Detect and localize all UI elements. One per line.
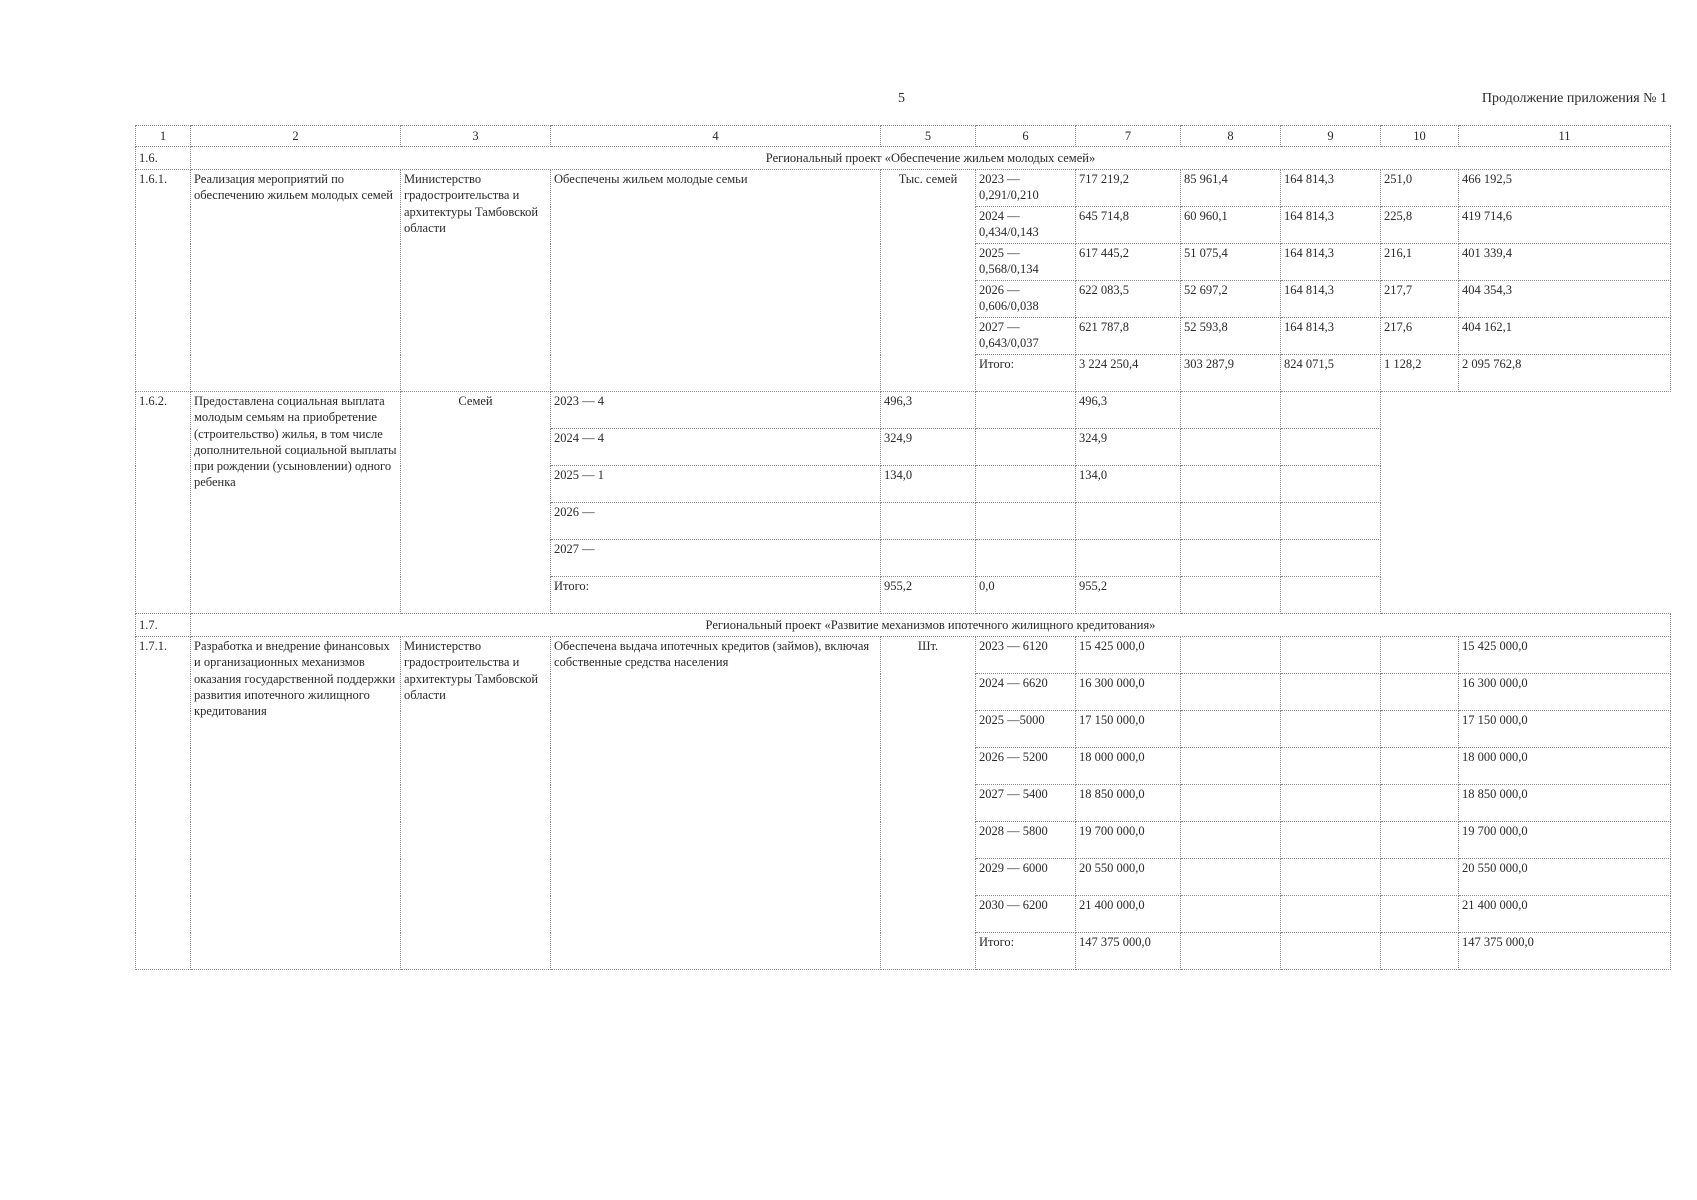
amount-cell: 3 224 250,4: [1076, 355, 1181, 392]
section-1-7: [136, 614, 1671, 637]
table-row: [136, 392, 1671, 429]
amount-cell: [1281, 540, 1381, 577]
amount-cell: [1076, 503, 1181, 540]
amount-cell: [1281, 859, 1381, 896]
amount-cell: [1281, 392, 1381, 429]
year-target-cell: 2023 — 4: [551, 392, 881, 429]
amount-cell: [1281, 674, 1381, 711]
year-target-cell: 2025 —5000: [976, 711, 1076, 748]
amount-cell: [1181, 392, 1281, 429]
amount-cell: [881, 540, 976, 577]
amount-cell: 134,0: [1076, 466, 1181, 503]
year-target-cell: 2026 —: [551, 503, 881, 540]
item-1-6-2-group: [136, 392, 1671, 614]
amount-cell: 164 814,3: [1281, 281, 1381, 318]
amount-cell: [1381, 637, 1459, 674]
year-target-cell: 2030 — 6200: [976, 896, 1076, 933]
amount-cell: [976, 466, 1076, 503]
year-target-cell: 2025 — 1: [551, 466, 881, 503]
amount-cell: 18 850 000,0: [1459, 785, 1671, 822]
amount-cell: 134,0: [881, 466, 976, 503]
amount-cell: 324,9: [1076, 429, 1181, 466]
amount-cell: [1181, 637, 1281, 674]
year-target-cell: 2025 — 0,568/0,134: [976, 244, 1076, 281]
year-target-cell: 2027 — 5400: [976, 785, 1076, 822]
item-1-7-1-group: [136, 637, 1671, 970]
section-title: Региональный проект «Развитие механизмов ипотечного жилищного кредитования»: [191, 614, 1671, 637]
amount-cell: 19 700 000,0: [1459, 822, 1671, 859]
year-target-cell: Итого:: [551, 577, 881, 614]
amount-cell: [1381, 674, 1459, 711]
column-number: 11: [1459, 126, 1671, 147]
item-number: 1.7.1.: [136, 637, 191, 970]
year-target-cell: 2024 — 0,434/0,143: [976, 207, 1076, 244]
amount-cell: 20 550 000,0: [1076, 859, 1181, 896]
amount-cell: 717 219,2: [1076, 170, 1181, 207]
amount-cell: [1281, 503, 1381, 540]
amount-cell: 404 354,3: [1459, 281, 1671, 318]
amount-cell: 15 425 000,0: [1076, 637, 1181, 674]
amount-cell: 52 697,2: [1181, 281, 1281, 318]
amount-cell: 466 192,5: [1459, 170, 1671, 207]
amount-cell: [1181, 785, 1281, 822]
amount-cell: 496,3: [881, 392, 976, 429]
event-name: Разработка и внедрение финансовых и организационных механизмов оказания государственной поддержки развития ипотечного жилищного кредитования: [191, 637, 401, 970]
amount-cell: 147 375 000,0: [1076, 933, 1181, 970]
year-target-cell: 2023 — 0,291/0,210: [976, 170, 1076, 207]
amount-cell: 18 000 000,0: [1459, 748, 1671, 785]
amount-cell: 17 150 000,0: [1076, 711, 1181, 748]
section-number: 1.6.: [136, 147, 191, 170]
year-target-cell: 2024 — 4: [551, 429, 881, 466]
amount-cell: [1281, 637, 1381, 674]
amount-cell: [1181, 466, 1281, 503]
column-number: 6: [976, 126, 1076, 147]
amount-cell: [1281, 429, 1381, 466]
year-target-cell: 2026 — 0,606/0,038: [976, 281, 1076, 318]
column-number-row: [136, 126, 1671, 147]
amount-cell: [1381, 711, 1459, 748]
amount-cell: [1281, 748, 1381, 785]
amount-cell: [1281, 822, 1381, 859]
item-number: 1.6.1.: [136, 170, 191, 392]
amount-cell: [1381, 785, 1459, 822]
amount-cell: 824 071,5: [1281, 355, 1381, 392]
amount-cell: 324,9: [881, 429, 976, 466]
amount-cell: [976, 503, 1076, 540]
column-number: 5: [881, 126, 976, 147]
amount-cell: [881, 503, 976, 540]
amount-cell: 164 814,3: [1281, 244, 1381, 281]
amount-cell: 164 814,3: [1281, 318, 1381, 355]
amount-cell: 1 128,2: [1381, 355, 1459, 392]
section-title: Региональный проект «Обеспечение жильем молодых семей»: [191, 147, 1671, 170]
amount-cell: 401 339,4: [1459, 244, 1671, 281]
year-target-cell: 2027 — 0,643/0,037: [976, 318, 1076, 355]
amount-cell: [1181, 503, 1281, 540]
result-text: Обеспечена выдача ипотечных кредитов (займов), включая собственные средства населения: [551, 637, 881, 970]
column-number: 9: [1281, 126, 1381, 147]
year-target-cell: 2024 — 6620: [976, 674, 1076, 711]
column-number: 1: [136, 126, 191, 147]
amount-cell: [1181, 711, 1281, 748]
unit-of-measure: Шт.: [881, 637, 976, 970]
executor-name: Министерство градостроительства и архитектуры Тамбовской области: [401, 637, 551, 970]
amount-cell: [1181, 896, 1281, 933]
amount-cell: 51 075,4: [1181, 244, 1281, 281]
amount-cell: 621 787,8: [1076, 318, 1181, 355]
amount-cell: [1281, 785, 1381, 822]
amount-cell: 496,3: [1076, 392, 1181, 429]
result-text: Предоставлена социальная выплата молодым семьям на приобретение (строительство) жилья, в том числе дополнительной социальной выплаты при рождении (усыновлении) одного ребенка: [191, 392, 401, 614]
year-target-cell: Итого:: [976, 933, 1076, 970]
unit-of-measure: Семей: [401, 392, 551, 614]
amount-cell: 217,7: [1381, 281, 1459, 318]
amount-cell: 2 095 762,8: [1459, 355, 1671, 392]
amount-cell: [1076, 540, 1181, 577]
item-1-6-1-group: [136, 170, 1671, 392]
table-row: [136, 637, 1671, 674]
executor-name: Министерство градостроительства и архитектуры Тамбовской области: [401, 170, 551, 392]
amount-cell: [1281, 711, 1381, 748]
amount-cell: [1181, 822, 1281, 859]
amount-cell: [1381, 896, 1459, 933]
amount-cell: [1181, 748, 1281, 785]
amount-cell: 164 814,3: [1281, 207, 1381, 244]
amount-cell: 18 850 000,0: [1076, 785, 1181, 822]
column-number: 3: [401, 126, 551, 147]
amount-cell: 419 714,6: [1459, 207, 1671, 244]
amount-cell: 217,6: [1381, 318, 1459, 355]
amount-cell: 251,0: [1381, 170, 1459, 207]
table-row: [136, 170, 1671, 207]
amount-cell: 85 961,4: [1181, 170, 1281, 207]
table-body: [136, 126, 1671, 170]
program-table: [135, 125, 1671, 970]
event-name: Реализация мероприятий по обеспечению жильем молодых семей: [191, 170, 401, 392]
amount-cell: [1281, 933, 1381, 970]
amount-cell: [1381, 859, 1459, 896]
amount-cell: 622 083,5: [1076, 281, 1181, 318]
amount-cell: 18 000 000,0: [1076, 748, 1181, 785]
year-target-cell: Итого:: [976, 355, 1076, 392]
amount-cell: 21 400 000,0: [1459, 896, 1671, 933]
amount-cell: 617 445,2: [1076, 244, 1181, 281]
amount-cell: [1381, 822, 1459, 859]
unit-of-measure: Тыс. семей: [881, 170, 976, 392]
item-number: 1.6.2.: [136, 392, 191, 614]
year-target-cell: 2029 — 6000: [976, 859, 1076, 896]
amount-cell: 17 150 000,0: [1459, 711, 1671, 748]
amount-cell: [1381, 748, 1459, 785]
section-row: [136, 614, 1671, 637]
amount-cell: [1281, 577, 1381, 614]
year-target-cell: 2026 — 5200: [976, 748, 1076, 785]
column-number: 7: [1076, 126, 1181, 147]
amount-cell: [1181, 674, 1281, 711]
continuation-label: Продолжение приложения № 1: [1481, 91, 1667, 106]
year-target-cell: 2023 — 6120: [976, 637, 1076, 674]
column-number: 10: [1381, 126, 1459, 147]
amount-cell: [1181, 859, 1281, 896]
year-target-cell: 2028 — 5800: [976, 822, 1076, 859]
result-text: Обеспечены жильем молодые семьи: [551, 170, 881, 392]
amount-cell: [1181, 540, 1281, 577]
amount-cell: 164 814,3: [1281, 170, 1381, 207]
amount-cell: 15 425 000,0: [1459, 637, 1671, 674]
amount-cell: [1281, 466, 1381, 503]
amount-cell: 404 162,1: [1459, 318, 1671, 355]
amount-cell: 19 700 000,0: [1076, 822, 1181, 859]
amount-cell: [976, 392, 1076, 429]
amount-cell: 16 300 000,0: [1076, 674, 1181, 711]
amount-cell: 0,0: [976, 577, 1076, 614]
amount-cell: [1181, 933, 1281, 970]
amount-cell: 20 550 000,0: [1459, 859, 1671, 896]
amount-cell: 955,2: [1076, 577, 1181, 614]
amount-cell: [1381, 933, 1459, 970]
amount-cell: 52 593,8: [1181, 318, 1281, 355]
amount-cell: 147 375 000,0: [1459, 933, 1671, 970]
amount-cell: 16 300 000,0: [1459, 674, 1671, 711]
amount-cell: 645 714,8: [1076, 207, 1181, 244]
amount-cell: 216,1: [1381, 244, 1459, 281]
column-number: 8: [1181, 126, 1281, 147]
amount-cell: 225,8: [1381, 207, 1459, 244]
column-number: 2: [191, 126, 401, 147]
amount-cell: 955,2: [881, 577, 976, 614]
section-number: 1.7.: [136, 614, 191, 637]
section-row: [136, 147, 1671, 170]
amount-cell: [1181, 577, 1281, 614]
column-number: 4: [551, 126, 881, 147]
amount-cell: 303 287,9: [1181, 355, 1281, 392]
amount-cell: [976, 540, 1076, 577]
amount-cell: 60 960,1: [1181, 207, 1281, 244]
amount-cell: 21 400 000,0: [1076, 896, 1181, 933]
amount-cell: [1281, 896, 1381, 933]
amount-cell: [976, 429, 1076, 466]
amount-cell: [1181, 429, 1281, 466]
page-number: 5: [898, 91, 905, 106]
year-target-cell: 2027 —: [551, 540, 881, 577]
